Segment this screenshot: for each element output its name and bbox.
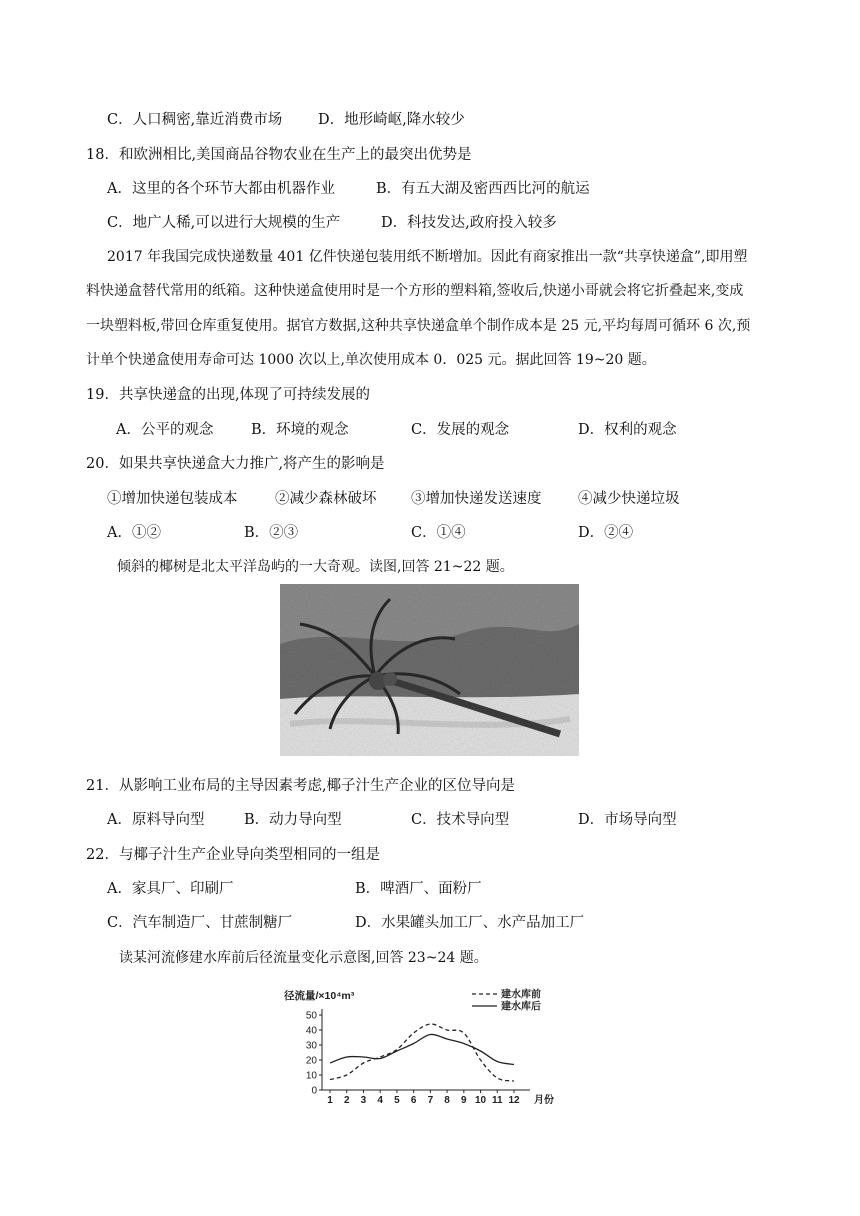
q20-stem: 20．如果共享快递盒大力推广,将产生的影响是 <box>86 456 385 472</box>
passage3: 读某河流修建水库前后径流量变化示意图,回答 23~24 题。 <box>119 950 488 966</box>
q20-option-a: A．①② <box>107 525 161 541</box>
q20-item-1: ①增加快递包装成本 <box>107 491 238 507</box>
leaning-palm-photo <box>280 584 579 756</box>
passage2: 倾斜的椰树是北太平洋岛屿的一大奇观。读图,回答 21~22 题。 <box>117 559 514 575</box>
legend-label-2: 建水库后 <box>501 1001 541 1013</box>
runoff-line-chart <box>282 985 554 1107</box>
x-tick-label: 4 <box>377 1095 383 1106</box>
q21-option-a: A．原料导向型 <box>107 812 205 828</box>
q22-option-b: B．啤酒厂、面粉厂 <box>355 881 482 897</box>
q19-stem: 19．共享快递盒的出现,体现了可持续发展的 <box>86 387 371 403</box>
passage1-line2: 料快递盒替代常用的纸箱。这种快递盒使用时是一个方形的塑料箱,签收后,快递小哥就会将它折叠起来,变成 <box>86 283 744 299</box>
q19-option-d: D．权利的观念 <box>578 422 677 438</box>
x-tick-label: 6 <box>410 1095 417 1106</box>
q17-option-c: C．人口稠密,靠近消费市场 <box>107 112 283 128</box>
q22-option-c: C．汽车制造厂、甘蔗制糖厂 <box>107 915 293 931</box>
q20-option-b: B．②③ <box>244 525 299 541</box>
q20-option-d: D．②④ <box>578 525 634 541</box>
q20-option-c: C．①④ <box>411 525 466 541</box>
passage1-line3: 一块塑料板,带回仓库重复使用。据官方数据,这种共享快递盒单个制作成本是 25 元,平均每周可循环 6 次,预 <box>86 318 751 334</box>
legend-label-1: 建水库前 <box>501 989 541 1001</box>
q21-option-d: D．市场导向型 <box>578 812 677 828</box>
q22-stem: 22．与椰子汁生产企业导向类型相同的一组是 <box>86 847 380 863</box>
y-tick-label: 10 <box>305 1070 317 1082</box>
q21-stem: 21．从影响工业布局的主导因素考虑,椰子汁生产企业的区位导向是 <box>86 778 516 794</box>
x-tick-label: 7 <box>427 1095 434 1106</box>
q17-option-d: D．地形崎岖,降水较少 <box>318 112 465 128</box>
series-line-1 <box>330 1024 514 1081</box>
q19-option-a: A．公平的观念 <box>116 422 214 438</box>
x-tick-label: 3 <box>360 1095 367 1106</box>
x-tick-label: 12 <box>508 1095 520 1106</box>
q18-option-c: C．地广人稀,可以进行大规模的生产 <box>107 215 341 231</box>
q22-option-a: A．家具厂、印刷厂 <box>107 881 234 897</box>
y-tick-label: 30 <box>305 1040 317 1052</box>
x-axis-label: 月份 <box>534 1095 554 1106</box>
x-tick-label: 10 <box>474 1095 487 1106</box>
x-tick-label: 5 <box>394 1095 400 1106</box>
q18-stem: 18．和欧洲相比,美国商品谷物农业在生产上的最突出优势是 <box>86 147 472 163</box>
q20-item-2: ②减少森林破坏 <box>275 491 377 507</box>
q21-option-c: C．技术导向型 <box>411 812 510 828</box>
x-tick-label: 11 <box>491 1095 503 1106</box>
q18-option-b: B．有五大湖及密西西比河的航运 <box>376 181 590 197</box>
q22-option-d: D．水果罐头加工厂、水产品加工厂 <box>355 915 585 931</box>
y-tick-label: 40 <box>305 1025 317 1037</box>
x-tick-label: 2 <box>343 1095 350 1106</box>
x-tick-label: 1 <box>327 1095 333 1106</box>
y-axis-label: 径流量/×10⁴m³ <box>284 990 355 1002</box>
q18-option-a: A．这里的各个环节大都由机器作业 <box>107 181 335 197</box>
q19-option-b: B．环境的观念 <box>251 422 349 438</box>
q20-item-4: ④减少快递垃圾 <box>578 491 680 507</box>
series-line-2 <box>330 1034 514 1064</box>
y-tick-label: 0 <box>311 1085 317 1097</box>
y-tick-label: 20 <box>305 1055 317 1067</box>
x-tick-label: 9 <box>461 1095 467 1106</box>
q19-option-c: C．发展的观念 <box>411 422 510 438</box>
q21-option-b: B．动力导向型 <box>244 812 342 828</box>
q20-item-3: ③增加快递发送速度 <box>411 491 542 507</box>
passage1-line4: 计单个快递盒使用寿命可达 1000 次以上,单次使用成本 0．025 元。据此回答 19~20 题。 <box>86 352 656 368</box>
x-tick-label: 8 <box>444 1095 450 1106</box>
q18-option-d: D．科技发达,政府投入较多 <box>381 215 557 231</box>
y-tick-label: 50 <box>305 1010 317 1022</box>
passage1-line1: 2017 年我国完成快递数量 401 亿件快递包装用纸不断增加。因此有商家推出一款“共享快递盒”,即用塑 <box>107 249 748 265</box>
palm-tree-illustration <box>280 584 579 756</box>
